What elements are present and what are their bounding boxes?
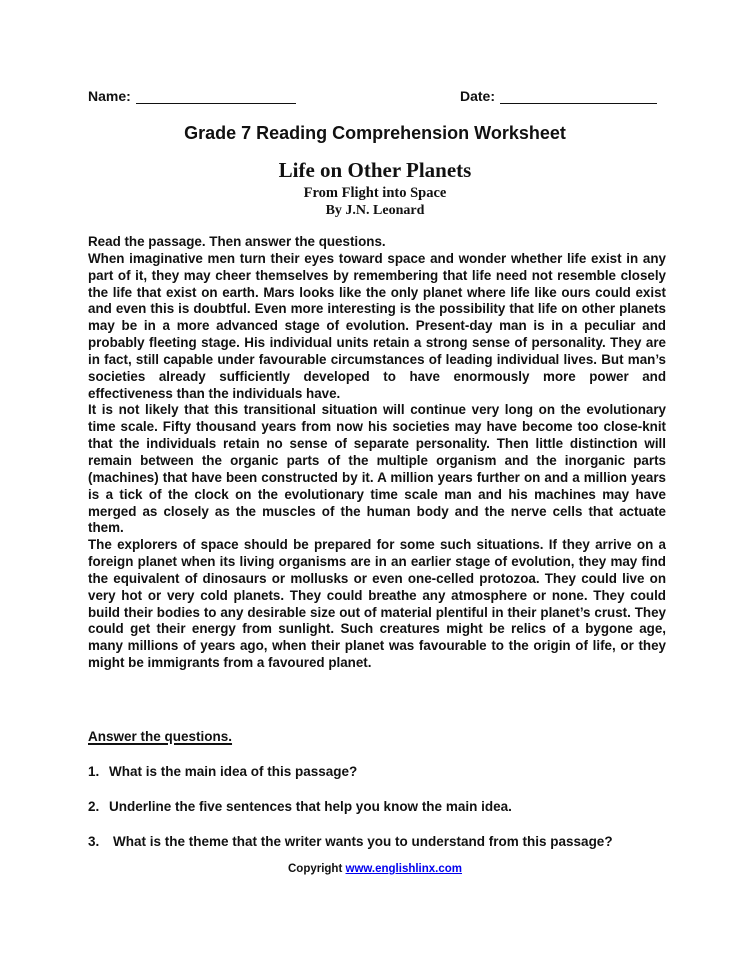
passage-instruction: Read the passage. Then answer the questions. (88, 234, 386, 249)
copyright-link[interactable]: www.englishlinx.com (345, 863, 463, 875)
question-text: What is the theme that the writer wants you to understand from this passage? (113, 834, 613, 849)
question-number: 3. (88, 834, 100, 849)
date-blank-line[interactable] (500, 89, 657, 104)
question-text: Underline the five sentences that help you know the main idea. (109, 799, 512, 814)
footer (0, 862, 750, 876)
name-label: Name: (88, 88, 131, 104)
question-text: What is the main idea of this passage? (109, 764, 358, 779)
date-label: Date: (460, 88, 496, 104)
copyright-label: Copyright (287, 863, 343, 875)
passage-paragraph-2: It is not likely that this transitional situation will continue very long on the evolutionary time scale. Fifty thousand years from now his societies may have become too close-knit that the individuals retain no sense of separate personality. Then little distinction will remain between the organic parts of the multiple organism and the inorganic parts (machines) that have been constructed by it. A million years further on and a million years is a tick of the clock on the evolutionary time scale man and his machines may have merged as closely as the muscles of the human body and the nerve cells that actuate them. (88, 402, 666, 536)
question-item-3 (88, 833, 676, 850)
questions-section (88, 728, 676, 850)
question-item-2 (88, 798, 676, 815)
passage-title: Life on Other Planets (278, 158, 472, 182)
header-fields (0, 88, 750, 108)
date-field-group (460, 88, 657, 104)
passage-paragraph-1: When imaginative men turn their eyes toward space and wonder whether life exist in any part of it, they may cheer themselves by remembering that life need not resemble closely the life that exist on earth. Mars looks like the only planet where life like ours could exist and even this is doubtful. Even more interesting is the possibility that life on other planets may be in a more advanced stage of evolution. Present-day man is in a peculiar and probably fleeting stage. His individual units retain a strong sense of personality. They are in fact, still capable under favourable circumstances of leading individual lives. But man’s societies already sufficiently developed to have enormously more power and effectiveness than the individuals have. (88, 250, 666, 401)
question-number: 1. (88, 764, 100, 779)
name-field-group (88, 88, 296, 104)
passage-paragraph-3: The explorers of space should be prepared for some such situations. If they arrive on a foreign planet when its living organisms are in an earlier stage of evolution, they may find the equivalent of dinosaurs or mollusks or even one-celled protozoa. They could live on very hot or very cold planets. They could breathe any atmosphere or none. They could build their bodies to any desirable size out of material plentiful in their planet’s crust. They could get their energy from sunlight. Such creatures might be relics of a bygone age, many millions of years ago, when their planet was favourable to the origin of life, or they might be immigrants from a favoured planet. (88, 537, 666, 671)
passage-body (88, 234, 666, 672)
question-number: 2. (88, 799, 100, 814)
worksheet-title: Grade 7 Reading Comprehension Worksheet (184, 123, 566, 143)
question-item-1 (88, 763, 676, 780)
questions-heading: Answer the questions. (88, 729, 233, 744)
name-blank-line[interactable] (136, 89, 296, 104)
passage-author: By J.N. Leonard (325, 203, 425, 218)
passage-source: From Flight into Space (303, 185, 447, 201)
